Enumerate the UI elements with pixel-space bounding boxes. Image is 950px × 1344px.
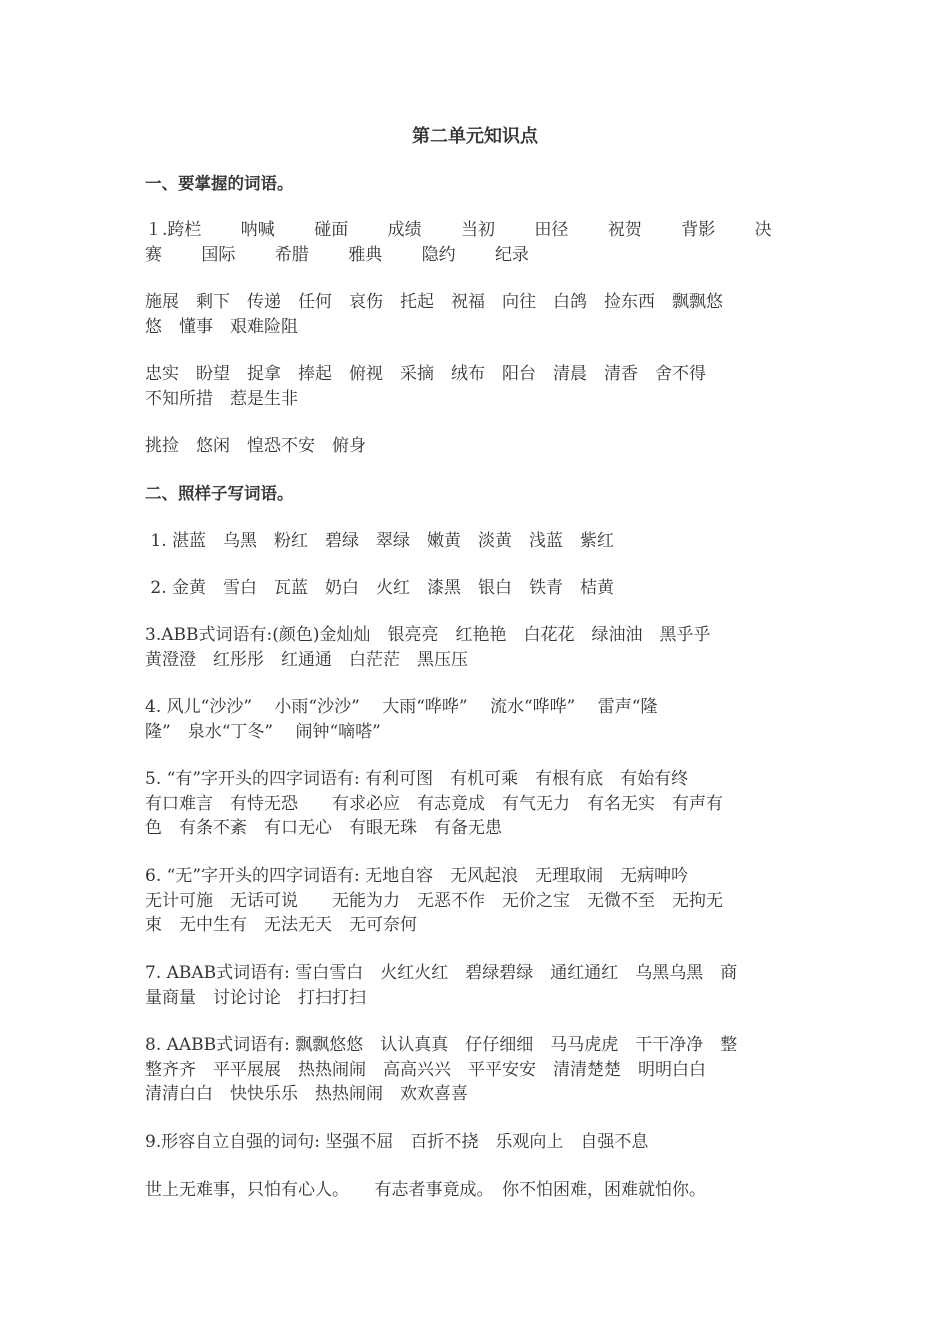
page-title: 第二单元知识点 xyxy=(412,126,538,147)
example-paragraph-2 xyxy=(145,576,810,601)
text-line: １.跨栏 呐喊 碰面 成绩 当初 田径 祝贺 背影 决 xyxy=(145,220,772,240)
text-line: 隆” 泉水“丁冬” 闹钟“嘀嗒” xyxy=(145,721,381,742)
example-paragraph-1 xyxy=(145,529,810,554)
example-paragraph-7 xyxy=(145,961,810,1010)
text-line: 世上无难事，只怕有心人。 有志者事竟成。 你不怕困难，困难就怕你。 xyxy=(145,1180,706,1200)
vocab-paragraph-3 xyxy=(145,362,810,411)
text-line: 赛 国际 希腊 雅典 隐约 纪录 xyxy=(145,244,530,265)
text-line: 量商量 讨论讨论 打扫打扫 xyxy=(145,987,366,1008)
text-line: 悠 懂事 艰难险阻 xyxy=(145,316,298,337)
text-line: 无计可施 无话可说 无能为力 无恶不作 无价之宝 无微不至 无拘无 xyxy=(145,890,723,911)
example-paragraph-5 xyxy=(145,767,810,841)
text-line: 束 无中生有 无法无天 无可奈何 xyxy=(145,915,417,935)
text-line: 3.ABB式词语有:(颜色)金灿灿 银亮亮 红艳艳 白花花 绿油油 黑乎乎 xyxy=(145,625,711,645)
example-paragraph-3 xyxy=(145,623,810,672)
text-line: 整齐齐 平平展展 热热闹闹 高高兴兴 平平安安 清清楚楚 明明白白 xyxy=(145,1059,706,1080)
text-line: 1. 湛蓝 乌黑 粉红 碧绿 翠绿 嫩黄 淡黄 浅蓝 紫红 xyxy=(145,531,615,551)
text-line: 9.形容自立自强的词句: 坚强不屈 百折不挠 乐观向上 自强不息 xyxy=(145,1132,649,1152)
text-line: 有口难言 有恃无恐 有求必应 有志竟成 有气无力 有名无实 有声有 xyxy=(145,793,723,814)
text-line: 不知所措 惹是生非 xyxy=(145,388,298,409)
proverb-paragraph xyxy=(145,1178,810,1203)
vocab-paragraph-2 xyxy=(145,290,810,339)
text-line: 7. ABAB式词语有: 雪白雪白 火红火红 碧绿碧绿 通红通红 乌黑乌黑 商 xyxy=(145,963,738,983)
text-line: 挑捡 悠闲 惶恐不安 俯身 xyxy=(145,436,366,456)
text-line: 施展 剩下 传递 任何 哀伤 托起 祝福 向往 白鸽 捡东西 飘飘悠 xyxy=(145,292,723,312)
example-paragraph-4 xyxy=(145,695,810,744)
text-line: 5. “有”字开头的四字词语有: 有利可图 有机可乘 有根有底 有始有终 xyxy=(145,769,689,789)
example-paragraph-9 xyxy=(145,1130,810,1155)
text-line: 8. AABB式词语有: 飘飘悠悠 认认真真 仔仔细细 马马虎虎 干干净净 整 xyxy=(145,1035,738,1055)
vocab-paragraph-4 xyxy=(145,434,810,459)
example-paragraph-8 xyxy=(145,1033,810,1107)
text-line: 黄澄澄 红彤彤 红通通 白茫茫 黑压压 xyxy=(145,649,468,670)
text-line: 色 有条不紊 有口无心 有眼无珠 有备无患 xyxy=(145,818,502,838)
example-paragraph-6 xyxy=(145,864,810,938)
text-line: 忠实 盼望 捉拿 捧起 俯视 采摘 绒布 阳台 清晨 清香 舍不得 xyxy=(145,364,706,384)
text-line: 清清白白 快快乐乐 热热闹闹 欢欢喜喜 xyxy=(145,1084,468,1104)
section-heading-2: 二、照样子写词语。 xyxy=(145,484,294,503)
text-line: 4. 风儿“沙沙” 小雨“沙沙” 大雨“哗哗” 流水“哗哗” 雷声“隆 xyxy=(145,697,658,717)
text-line: 2. 金黄 雪白 瓦蓝 奶白 火红 漆黑 银白 铁青 桔黄 xyxy=(145,578,615,598)
section-heading-1: 一、要掌握的词语。 xyxy=(145,174,294,193)
vocab-paragraph-1 xyxy=(145,218,810,267)
text-line: 6. “无”字开头的四字词语有: 无地自容 无风起浪 无理取闹 无病呻吟 xyxy=(145,866,689,886)
